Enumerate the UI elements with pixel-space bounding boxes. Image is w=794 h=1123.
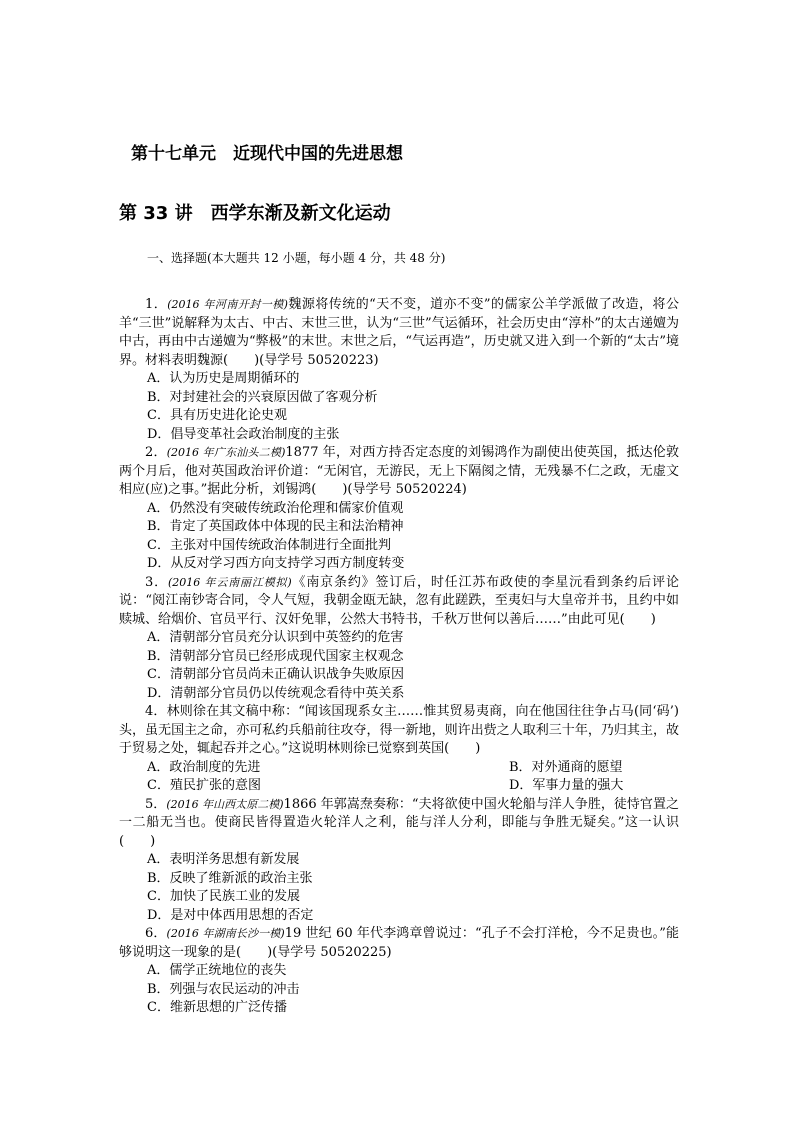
option-list [119, 962, 679, 1018]
option-list [119, 370, 679, 444]
option-d: D．军事力量的强大 [509, 778, 624, 793]
question-stem [119, 703, 679, 759]
option-a: A．表明洋务思想有新发展 [147, 852, 300, 867]
question-source: (2016 年河南开封一模) [167, 298, 288, 311]
option-b: B．肯定了英国政体中体现的民主和法治精神 [147, 519, 404, 534]
question-stem [119, 574, 679, 630]
question-source: (2016 年山西太原二模) [166, 797, 284, 811]
question-list [119, 296, 679, 1018]
question-stem [119, 925, 679, 962]
question-text: 林则徐在其文稿中称：“闻该国现系女主……惟其贸易夷商，向在他国往往争占马(同‘码’)头，虽无国主之命，亦可私约兵船前往攻夺，得一新地，则许出赀之人取利三十年，乃归其主，故于贸易之处，辄起吞并之心。”这说明林则徐已觉察到英国( ) [119, 704, 679, 756]
option-a: A．清朝部分官员充分认识到中英签约的危害 [147, 630, 404, 645]
option-c: C．清朝部分官员尚未正确认识战争失败原因 [147, 667, 404, 682]
option-a: A．仍然没有突破传统政治伦理和儒家价值观 [147, 500, 404, 516]
question-number: 5． [145, 796, 167, 812]
option-a: A．认为历史是周期循环的 [147, 371, 300, 386]
question-source: (2016 年湖南长沙一模) [166, 927, 285, 940]
question-3 [119, 574, 679, 704]
option-list [119, 759, 679, 796]
option-b: B．对外通商的愿望 [509, 759, 623, 775]
question-1 [119, 296, 679, 444]
question-source: (2016 年广东汕头二模) [166, 446, 286, 459]
question-number: 1． [145, 297, 168, 312]
unit-title: 第十七单元 近现代中国的先进思想 [131, 144, 403, 164]
question-stem [119, 296, 679, 370]
option-list [119, 629, 679, 703]
question-stem [119, 796, 679, 852]
lesson-title: 第 33 讲 西学东渐及新文化运动 [119, 203, 391, 224]
question-number: 3． [145, 574, 168, 590]
option-c: C．主张对中国传统政治体制进行全面批判 [147, 537, 391, 553]
option-d: D．从反对学习西方向支持学习西方制度转变 [147, 556, 405, 571]
option-a: A．儒学正统地位的丧失 [147, 963, 287, 978]
question-2 [119, 444, 679, 574]
question-text: 19 世纪 60 年代李鸿章曾说过：“孔子不会打洋枪，今不足贵也。”能够说明这一现象的是( )(导学号 50520225) [119, 926, 679, 960]
option-d: D．清朝部分官员仍以传统观念看待中英关系 [147, 685, 405, 701]
option-c: C．加快了民族工业的发展 [147, 889, 300, 904]
option-b: B．清朝部分官员已经形成现代国家主权观念 [147, 648, 404, 664]
question-number: 6． [145, 926, 167, 941]
question-source: (2016 年云南丽江模拟) [167, 575, 292, 589]
question-text: 《南京条约》签订后，时任江苏布政使的李星沅看到条约后评论说：“阅江南钞寄合同，令人气短，我朝金瓯无缺，忽有此蹉跌，至夷妇与大皇帝并书，且约中如赎城、给烟价、官员平行、汉奸免罪，公然大书特书，千秋万世何以善后……”由此可见( ) [119, 574, 679, 627]
option-list [119, 851, 679, 925]
option-b: B．对封建社会的兴衰原因做了客观分析 [147, 389, 378, 405]
question-4 [119, 703, 679, 796]
option-list [119, 500, 679, 574]
option-d: D．是对中体西用思想的否定 [147, 907, 314, 923]
question-number: 2． [145, 445, 167, 460]
question-6 [119, 925, 679, 1018]
question-text: 魏源将传统的“天不变，道亦不变”的儒家公羊学派做了改造，将公羊“三世”说解释为太古、中古、末世三世，认为“三世”气运循环，社会历史由“淳朴”的太古递嬗为中古，再由中古递嬗为“弊极”的末世。末世之后，“气运再造”，历史就又进入到一个新的“太古”境界。材料表明魏源( )(导学号 50520223) [119, 297, 680, 368]
option-b: B．反映了维新派的政治主张 [147, 870, 313, 886]
option-c: C．维新思想的广泛传播 [147, 1000, 287, 1015]
option-row [119, 777, 679, 796]
option-d: D．倡导变革社会政治制度的主张 [147, 426, 340, 442]
section-heading: 一、选择题(本大题共 12 小题，每小题 4 分，共 48 分) [147, 251, 446, 265]
option-b: B．列强与农民运动的冲击 [147, 981, 300, 997]
option-c: C．具有历史进化论史观 [147, 408, 287, 423]
option-row [119, 759, 679, 778]
option-a: A．政治制度的先进 [147, 759, 261, 775]
question-5 [119, 796, 679, 926]
option-c: C．殖民扩张的意图 [147, 778, 261, 793]
question-text: 1866 年郭嵩焘奏称：“夫将欲使中国火轮船与洋人争胜，徒恃官置之一二船无当也。使商民皆得置造火轮洋人之利，能与洋人分利，即能与争胜无疑矣。”这一认识( ) [119, 796, 679, 849]
question-number: 4． [145, 704, 167, 719]
question-stem [119, 444, 679, 500]
question-text: 1877 年，对西方持否定态度的刘锡鸿作为副使出使英国，抵达伦敦两个月后，他对英国政治评价道：“无闲官，无游民，无上下隔阂之情，无残暴不仁之政，无虚文相应(应)之事。”据此分析，刘锡鸿( )(导学号 50520224) [119, 445, 680, 497]
